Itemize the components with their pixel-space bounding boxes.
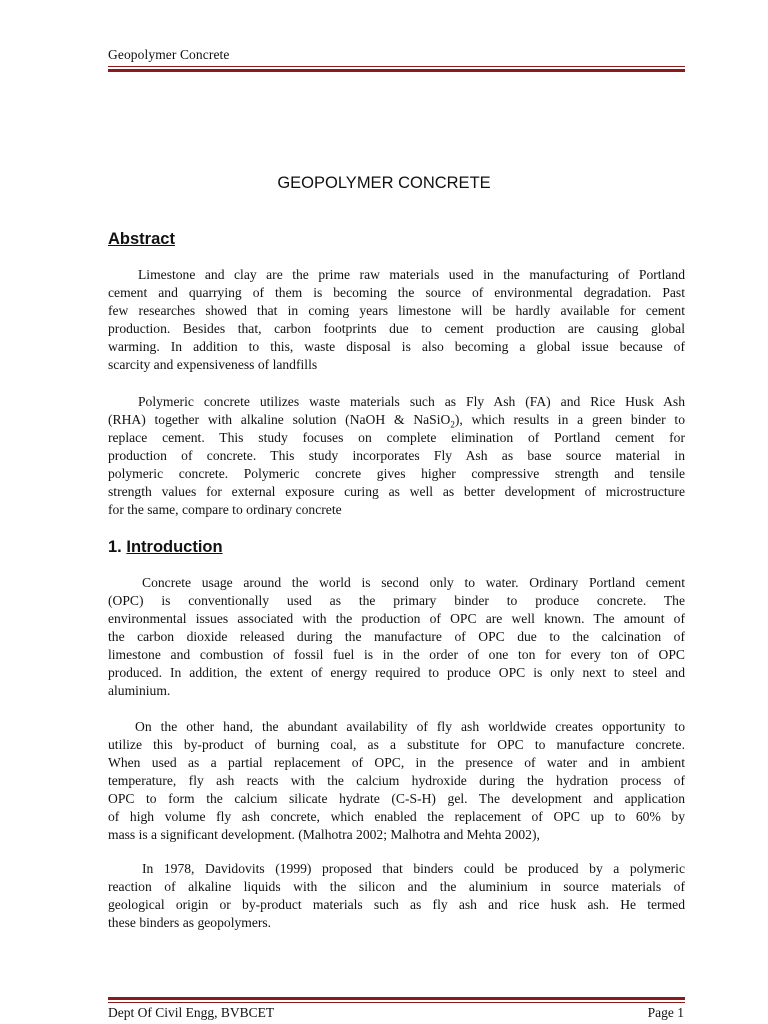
paragraph-line: geological origin or by-product materials such as fly ash and rice husk ash. He termed	[108, 897, 685, 912]
paragraph-line: replace cement. This study focuses on complete elimination of Portland cement for	[108, 430, 685, 445]
paragraph-line: few researches showed that in coming years limestone will be hardly available for cement	[108, 303, 685, 318]
paragraph-line: production of concrete. This study incorporates Fly Ash as base source material in	[108, 448, 685, 463]
paragraph-line: In 1978, Davidovits (1999) proposed that binders could be produced by a polymeric	[142, 861, 685, 876]
paragraph-line: (OPC) is conventionally used as the primary binder to produce concrete. The	[108, 593, 685, 608]
paragraph-line: polymeric concrete. Polymeric concrete gives higher compressive strength and tensile	[108, 466, 685, 481]
paragraph-line: strength values for external exposure curing as well as better development of microstructure	[108, 484, 685, 499]
paragraph-line: mass is a significant development. (Malhotra 2002; Malhotra and Mehta 2002),	[108, 827, 540, 842]
abstract-heading-text: Abstract	[108, 230, 175, 248]
paragraph-line: utilize this by-product of burning coal, as a substitute for OPC to manufacture concrete.	[108, 737, 685, 752]
footer-rule-thick	[108, 997, 685, 1000]
paragraph-line: OPC to form the calcium silicate hydrate (C-S-H) gel. The development and application	[108, 791, 685, 806]
formula-tail: ), which results in a green binder to	[454, 412, 685, 427]
paragraph-line: environmental issues associated with the production of OPC are well known. The amount of	[108, 611, 685, 626]
header-rule-thick	[108, 69, 685, 72]
paragraph-line: aluminium.	[108, 683, 171, 698]
paragraph-line: temperature, fly ash reacts with the calcium hydroxide during the hydration process of	[108, 773, 685, 788]
abstract-paragraph-2	[108, 393, 685, 519]
paragraph-line: produced. In addition, the extent of energy required to produce OPC is only next to steel and	[108, 665, 685, 680]
intro-paragraph-2	[108, 718, 685, 844]
intro-paragraph-1	[108, 574, 685, 700]
paragraph-line: Concrete usage around the world is second only to water. Ordinary Portland cement	[142, 575, 685, 590]
paragraph-line: warming. In addition to this, waste disposal is also becoming a global issue because of	[108, 339, 685, 354]
paragraph-line: these binders as geopolymers.	[108, 915, 272, 930]
intro-paragraph-3	[108, 860, 685, 932]
running-header: Geopolymer Concrete	[108, 47, 230, 62]
introduction-heading-number: 1.	[108, 538, 122, 556]
paragraph-line: of high volume fly ash concrete, which enabled the replacement of OPC up to 60% by	[108, 809, 685, 824]
paragraph-line: for the same, compare to ordinary concrete	[108, 502, 342, 517]
paragraph-line-with-formula	[108, 411, 685, 429]
formula-lead: (RHA) together with alkaline solution (NaOH & NaSiO	[108, 412, 451, 427]
paragraph-line: On the other hand, the abundant availability of fly ash worldwide creates opportunity to	[135, 719, 685, 734]
paragraph-line: production. Besides that, carbon footprints due to cement production are causing global	[108, 321, 685, 336]
paragraph-line: the carbon dioxide released during the manufacture of OPC due to the calcination of	[108, 629, 685, 644]
abstract-heading	[108, 230, 175, 249]
header-rule-thin	[108, 66, 685, 67]
paragraph-line: When used as a partial replacement of OPC, in the presence of water and in ambient	[108, 755, 685, 770]
paragraph-line: reaction of alkaline liquids with the silicon and the aluminium in source materials of	[108, 879, 685, 894]
abstract-paragraph-1	[108, 266, 685, 374]
paragraph-line: limestone and combustion of fossil fuel is in the order of one ton for every ton of OPC	[108, 647, 685, 662]
formula-subscript: 2	[450, 419, 455, 429]
paragraph-line: Limestone and clay are the prime raw materials used in the manufacturing of Portland	[138, 267, 685, 282]
paragraph-line: cement and quarrying of them is becoming the source of environmental degradation. Past	[108, 285, 685, 300]
paragraph-line: Polymeric concrete utilizes waste materials such as Fly Ash (FA) and Rice Husk Ash	[138, 394, 685, 409]
footer-department: Dept Of Civil Engg, BVBCET	[108, 1005, 275, 1020]
footer-rule-thin	[108, 1002, 685, 1003]
introduction-heading-text: Introduction	[126, 538, 223, 556]
document-title: GEOPOLYMER CONCRETE	[277, 174, 491, 192]
paragraph-line: scarcity and expensiveness of landfills	[108, 357, 318, 372]
introduction-heading	[108, 538, 223, 557]
footer-page-number: Page 1	[647, 1005, 684, 1020]
